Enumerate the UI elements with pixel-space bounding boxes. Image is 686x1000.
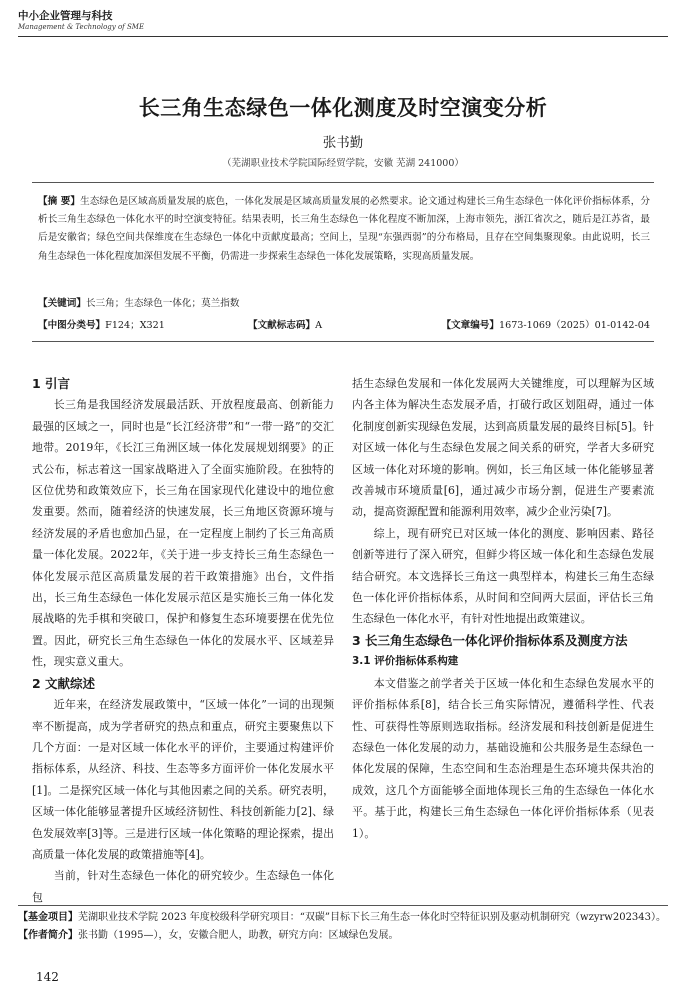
left-column (32, 373, 334, 908)
author-affiliation: （芜湖职业技术学院国际经贸学院，安徽 芜湖 241000） (222, 158, 464, 169)
section-3-1-paragraph-1: 本文借鉴之前学者关于区域一体化和生态绿色发展水平的评价指标体系[8]，结合长三角实际情况，遵循科学性、代表性、可获得性等原则选取指标。经济发展和科技创新是促进生态绿色一体化发展的动力，基础设施和公共服务是生态绿色一体化发展的保障，生态空间和生态治理是生态环境共保共治的成效，这几个方面能够全面地体现长三角的生态绿色一体化水平。基于此，构建长三角生态绿色一体化评价指标体系（见表1）。 (352, 676, 654, 840)
journal-name-en: Management & Technology of SME (18, 23, 145, 31)
section-3-1-heading: 3.1 评价指标体系构建 (352, 655, 459, 668)
article-author: 张书勤 (322, 135, 364, 151)
fund-note (18, 909, 668, 927)
clc-value: F124；X321 (105, 320, 165, 331)
article-title: 长三角生态绿色一体化测度及时空演变分析 (138, 96, 548, 120)
section-2-paragraph-2-cont: 括生态绿色发展和一体化发展两大关键维度，可以理解为区域内各主体为解决生态发展矛盾，打破行政区划阻碍，通过一体化制度创新实现绿色发展，达到高质量发展的最终目标[5]。针对区域一体化与生态绿色发展之间关系的研究，学者大多研究区域一体化对环境的影响。例如，长三角区域一体化能够显著改善城市环境质量[6]，通过减少市场分割，促进生产要素流动，提高资源配置和能源利用效率，减少企业污染[7]。 (352, 377, 654, 519)
doc-code-value: A (315, 320, 323, 331)
keywords (38, 295, 650, 313)
running-head (18, 10, 144, 32)
keywords-label: 【关键词】 (38, 298, 86, 309)
author-note (18, 927, 668, 945)
clc-label: 【中图分类号】 (38, 320, 106, 331)
article-number (441, 317, 650, 335)
author-bio-text: 张书勤（1995—），女，安徽合肥人，助教，研究方向：区域绿色发展。 (78, 930, 399, 941)
section-2-paragraph-3: 综上，现有研究已对区域一体化的测度、影响因素、路径创新等进行了深入研究，但鲜少将区域一体化和生态绿色发展结合研究。本文选择长三角这一典型样本，构建长三角生态绿色一体化评价指标体系，从时间和空间两大层面，评估长三角生态绿色一体化水平，有针对性地提出政策建议。 (352, 526, 654, 626)
journal-name-cn: 中小企业管理与科技 (18, 10, 113, 22)
abstract-box (32, 182, 654, 342)
section-1-paragraph-1: 长三角是我国经济发展最活跃、开放程度最高、创新能力最强的区域之一，同时也是“长江经济带”和“一带一路”的交汇地带。2019年，《长江三角洲区域一体化发展规划纲要》的正式公布，标志着这一国家战略进入了全面实施阶段。在独特的区位优势和政策效应下，长三角在国家现代化建设中的地位愈发重要。然而，随着经济的快速发展，长三角地区资源环境与经济发展的矛盾也愈加凸显，在一定程度上制约了长三角高质量一体化发展。2022年，《关于进一步支持长三角生态绿色一体化发展示范区高质量发展的若干政策措施》出台，文件指出，长三角生态绿色一体化发展示范区是实施长三角一体化发展战略的先手棋和突破口，保护和修复生态环境要摆在优先位置。因此，研究长三角生态绿色一体化的发展水平、区域差异性，现实意义重大。 (32, 398, 334, 669)
article-number-value: 1673-1069（2025）01-0142-04 (499, 320, 650, 331)
section-2-paragraph-2: 当前，针对生态绿色一体化的研究较少。生态绿色一体化包 (32, 869, 334, 904)
abstract-text: 生态绿色是区域高质量发展的底色，一体化发展是区域高质量发展的必然要求。论文通过构建长三角生态绿色一体化评价指标体系，分析长三角生态绿色一体化水平的时空演变特征。结果表明，长三角生态绿色一体化程度不断加深，上海市领先，浙江省次之，随后是江苏省，最后是安徽省；绿色空间共保维度在生态绿色一体化中贡献度最高；空间上，呈现“东强西弱”的分布格局，且存在空间集聚现象。由此说明，长三角生态绿色一体化程度加深但发展不平衡，仍需进一步探索生态绿色一体化发展策略，实现高质量发展。 (38, 196, 651, 262)
doc-code-label: 【文献标志码】 (248, 320, 316, 331)
section-2-heading: 2 文献综述 (32, 675, 96, 691)
clc-number (38, 317, 165, 335)
right-column (352, 373, 654, 844)
fund-label: 【基金项目】 (18, 912, 78, 923)
keywords-text: 长三角；生态绿色一体化；莫兰指数 (85, 298, 240, 309)
header-rule (18, 36, 668, 37)
page-number: 142 (36, 970, 59, 984)
section-1-heading: 1 引言 (32, 376, 71, 391)
abstract (38, 193, 650, 266)
footnotes (18, 905, 668, 945)
section-3-heading: 3 长三角生态绿色一体化评价指标体系及测度方法 (352, 632, 628, 648)
author-bio-label: 【作者简介】 (18, 930, 78, 941)
fund-text: 芜湖职业技术学院 2023 年度校级科学研究项目：“双碳”目标下长三角生态一体化时空特征识别及驱动机制研究（wzyrw202343）。 (78, 912, 667, 923)
document-code (248, 317, 322, 335)
section-2-paragraph-1: 近年来，在经济发展政策中，“区域一体化”一词的出现频率不断提高，成为学者研究的热点和重点，研究主要聚焦以下几个方面：一是对区域一体化水平的评价，主要通过构建评价指标体系，从经济、科技、生态等多方面评价一体化发展水平[1]。二是探究区域一体化与其他因素之间的关系。研究表明，区域一体化能够显著提升区域经济韧性、科技创新能力[2]、绿色发展效率[3]等。三是进行区域一体化策略的理论探索，提出高质量一体化发展的政策措施等[4]。 (32, 698, 334, 861)
article-number-label: 【文章编号】 (441, 320, 499, 331)
abstract-label: 【摘 要】 (38, 196, 81, 207)
